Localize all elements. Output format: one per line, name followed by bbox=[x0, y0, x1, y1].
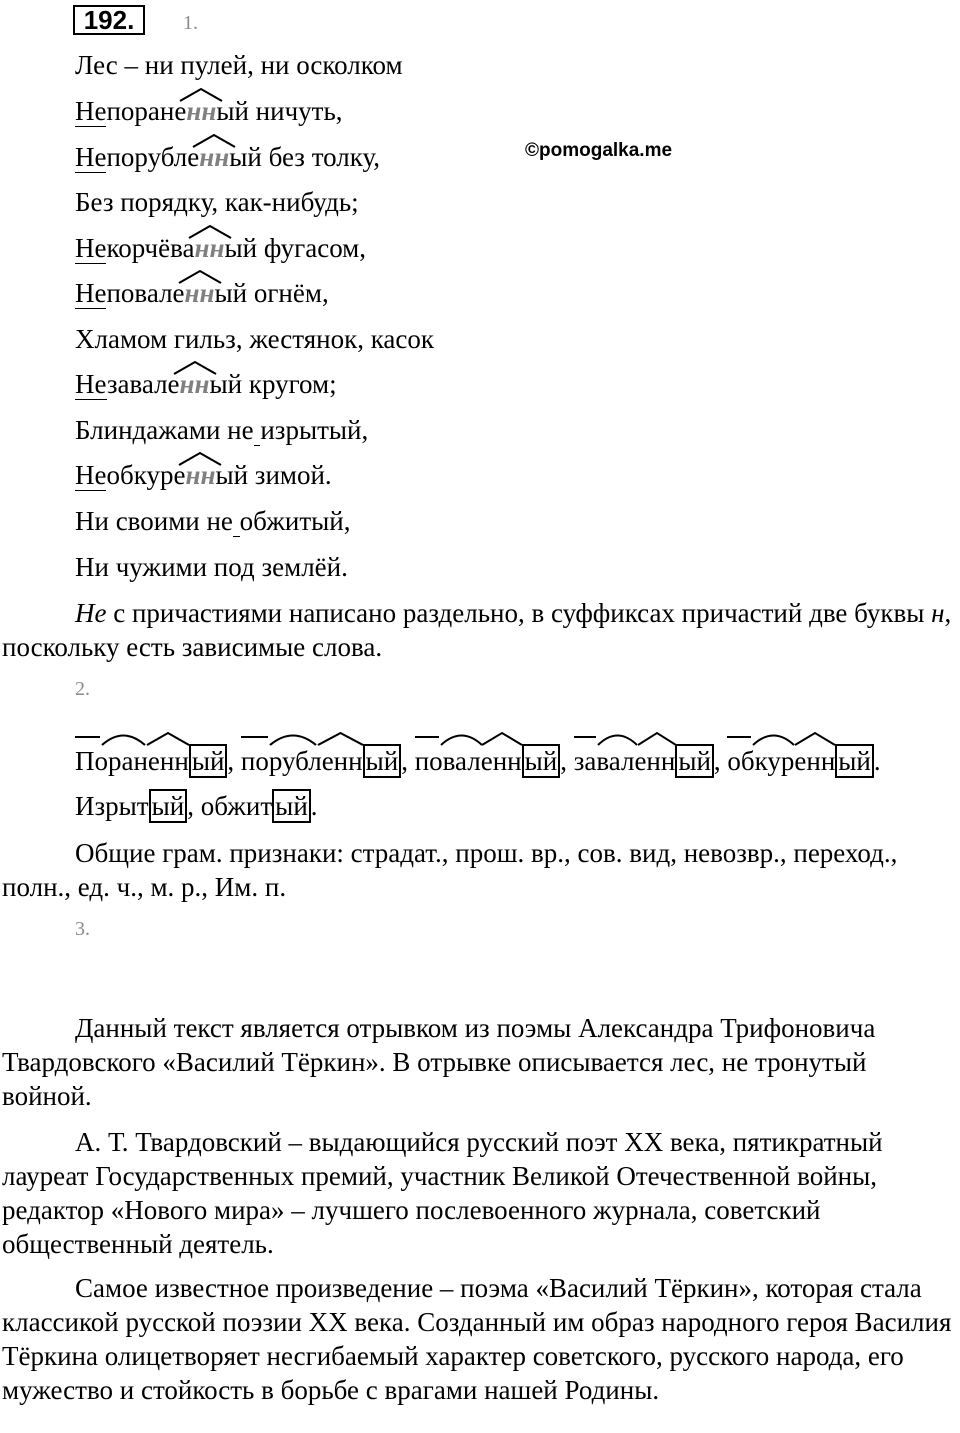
suffix-mark-icon bbox=[482, 732, 522, 746]
prefix-mark-icon bbox=[241, 736, 268, 738]
word-ending-box: ый bbox=[272, 789, 311, 823]
analyzed-word bbox=[75, 746, 227, 776]
word-ending-box: ый bbox=[522, 744, 561, 778]
grammar-features: Общие грам. признаки: страдат., прош. вр., сов. вид, невозвр., переход., полн., ед. ч., м. р., Им. п. bbox=[2, 838, 898, 902]
root-arc-icon bbox=[102, 732, 145, 746]
poem-line-2: Непоране нный ничуть, bbox=[75, 96, 343, 126]
poem-line-6: Неповале нный огнём, bbox=[75, 278, 329, 308]
word-ending-box: ый bbox=[363, 744, 402, 778]
word-separator: . bbox=[310, 791, 318, 821]
task-number-box: 192. bbox=[73, 5, 145, 35]
essay-paragraph-1: Данный текст является отрывком из поэмы Александра Трифоновича Твардовского «Василий Тёркин». В отрывке описывается лес, не тронутый войной. bbox=[2, 1013, 876, 1111]
word-ending-box: ый bbox=[189, 744, 228, 778]
analyzed-word bbox=[415, 746, 561, 776]
word-stem: Пораненн bbox=[75, 746, 189, 776]
word-ending-box: ый bbox=[835, 744, 874, 778]
word-stem: поваленн bbox=[414, 746, 522, 776]
morphemic-line-2 bbox=[75, 791, 318, 821]
word-separator: , bbox=[187, 791, 201, 821]
suffix-mark-icon bbox=[795, 732, 835, 746]
part-2-number: 2. bbox=[75, 678, 90, 700]
poem-line-1: Лес – ни пулей, ни осколком bbox=[75, 50, 403, 80]
suffix-nn: нн bbox=[185, 278, 215, 308]
poem-line-12: Ни чужими под землёй. bbox=[75, 552, 348, 582]
word-ending-box: ый bbox=[149, 789, 188, 823]
word-separator: , bbox=[560, 746, 574, 776]
poem-line-4: Без порядку, как-нибудь; bbox=[75, 187, 359, 217]
word-separator: , bbox=[227, 746, 241, 776]
suffix-arc-icon bbox=[174, 361, 216, 375]
part-3-number: 3. bbox=[75, 918, 90, 940]
root-arc-icon bbox=[270, 732, 316, 746]
word-stem: заваленн bbox=[573, 746, 676, 776]
word-stem: обжит bbox=[200, 791, 273, 821]
poem-line-9: Блиндажами не изрытый, bbox=[75, 415, 369, 445]
suffix-nn: нн bbox=[186, 96, 216, 126]
prefix-mark-icon bbox=[75, 736, 100, 738]
suffix-mark-icon bbox=[318, 732, 363, 746]
prefix-mark-icon bbox=[574, 736, 596, 738]
poem-line-7: Хламом гильз, жестянок, касок bbox=[75, 324, 435, 354]
watermark: ©pomogalka.me bbox=[525, 140, 673, 161]
suffix-arc-icon bbox=[179, 270, 221, 284]
word-stem: Изрыт bbox=[75, 791, 149, 821]
essay-paragraph-3: Самое известное произведение – поэма «Василий Тёркин», которая стала классикой русской поэзии XX века. Созданный им образ народного героя Василия Тёркина олицетворяет несгибаемый характер советского, русского народа, его мужество и стойкость в борьбе с врагами нашей Родины. bbox=[2, 1273, 952, 1405]
poem-line-11: Ни своими не обжитый, bbox=[75, 506, 351, 536]
suffix-arc-icon bbox=[179, 452, 221, 466]
word-separator: , bbox=[713, 746, 728, 776]
suffix-arc-icon bbox=[180, 88, 222, 102]
poem-line-8: Незавале нный кругом; bbox=[75, 369, 337, 399]
word-stem: обкуренн bbox=[727, 746, 836, 776]
poem-line-5: Некорчёва нный фугасом, bbox=[75, 233, 366, 263]
rule-paragraph: Не с причастиями написано раздельно, в суффиксах причастий две буквы н, поскольку есть зависимые слова. bbox=[2, 598, 952, 662]
suffix-nn: нн bbox=[185, 460, 215, 490]
analyzed-word bbox=[727, 746, 873, 776]
poem-line-10: Необкуре нный зимой. bbox=[75, 460, 332, 490]
word-ending-box: ый bbox=[675, 744, 714, 778]
part-1-number: 1. bbox=[183, 12, 198, 34]
suffix-mark-icon bbox=[638, 732, 676, 746]
analyzed-word bbox=[241, 746, 401, 776]
analyzed-word bbox=[75, 791, 187, 821]
root-arc-icon bbox=[598, 732, 637, 746]
root-arc-icon bbox=[441, 732, 482, 746]
essay-paragraph-2: А. Т. Твардовский – выдающийся русский поэт XX века, пятикратный лауреат Государственных премий, участник Великой Отечественной войны, редактор «Нового мира» – лучшего послевоенного журнала, советский общественный деятель. bbox=[2, 1127, 883, 1259]
word-separator: . bbox=[873, 746, 881, 776]
analyzed-word bbox=[574, 746, 714, 776]
suffix-arc-icon bbox=[193, 134, 235, 148]
suffix-nn: нн bbox=[199, 142, 229, 172]
prefix-mark-icon bbox=[727, 736, 751, 738]
poem-line-3: Непорубле нный без толку, bbox=[75, 142, 380, 172]
word-stem: порубленн bbox=[240, 746, 363, 776]
analyzed-word bbox=[201, 791, 311, 821]
suffix-mark-icon bbox=[147, 732, 189, 746]
suffix-nn: нн bbox=[180, 369, 210, 399]
word-separator: , bbox=[401, 746, 415, 776]
prefix-mark-icon bbox=[415, 736, 439, 738]
root-arc-icon bbox=[753, 732, 794, 746]
suffix-nn: нн bbox=[195, 233, 225, 263]
suffix-arc-icon bbox=[189, 225, 231, 239]
morphemic-line-1 bbox=[75, 746, 881, 776]
